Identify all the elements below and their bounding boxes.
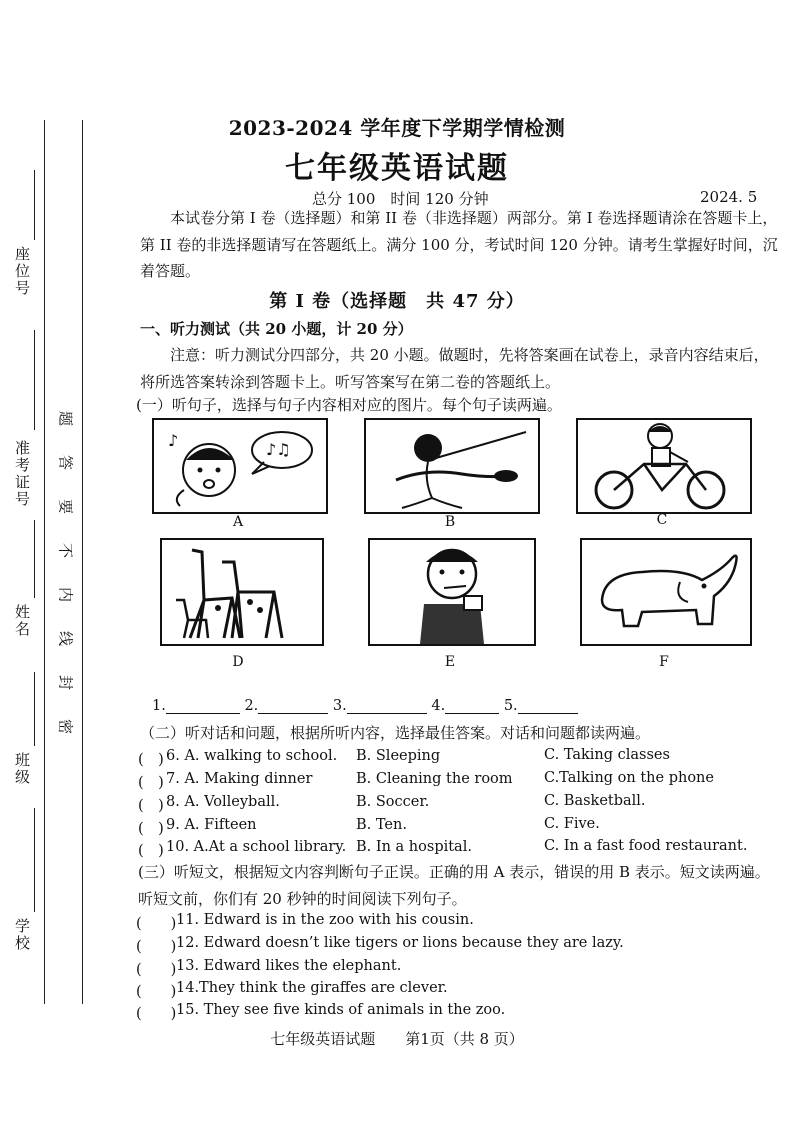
name-blank[interactable] bbox=[34, 520, 35, 598]
margin-line-inner bbox=[82, 120, 83, 1004]
school-blank[interactable] bbox=[34, 808, 35, 912]
seal-char-8: 密 bbox=[56, 718, 75, 734]
exam-date: 2024. 5 bbox=[700, 188, 758, 206]
q8-option-b: B. Soccer. bbox=[356, 794, 430, 810]
girl-singing-icon bbox=[154, 420, 326, 512]
q9-option-a: 9. A. Fifteen bbox=[166, 817, 257, 833]
seal-char-6: 线 bbox=[56, 630, 75, 646]
seal-char-7: 封 bbox=[56, 674, 75, 690]
page-footer: 七年级英语试题 第1页（共 8 页） bbox=[270, 1030, 524, 1048]
q10-option-c: C. In a fast food restaurant. bbox=[544, 838, 748, 854]
q14-answer-paren[interactable]: ( ) bbox=[136, 984, 177, 1000]
picture-f bbox=[580, 538, 752, 646]
picture-b-label: B bbox=[444, 514, 456, 530]
q9-option-c: C. Five. bbox=[544, 816, 600, 832]
q7-answer-paren[interactable]: ( ) bbox=[138, 775, 164, 791]
seal-char-4: 不 bbox=[56, 542, 75, 558]
margin-line-outer bbox=[44, 120, 45, 1004]
answer-blank-3[interactable] bbox=[347, 699, 427, 714]
svg-text:♪: ♪ bbox=[168, 431, 179, 450]
q6-answer-paren[interactable]: ( ) bbox=[138, 752, 164, 768]
q6-option-a: 6. A. walking to school. bbox=[166, 748, 338, 764]
exam-title-line2: 七年级英语试题 bbox=[285, 151, 509, 186]
q12-answer-paren[interactable]: ( ) bbox=[136, 939, 177, 955]
q11-statement: 11. Edward is in the zoo with his cousin. bbox=[176, 912, 474, 928]
q7-option-b: B. Cleaning the room bbox=[356, 771, 513, 787]
class-blank[interactable] bbox=[34, 672, 35, 746]
answer-num-5: 5. bbox=[503, 698, 518, 714]
picture-c-label: C bbox=[656, 512, 668, 528]
picture-b bbox=[364, 418, 540, 514]
giraffes-icon bbox=[162, 540, 322, 644]
q8-answer-paren[interactable]: ( ) bbox=[138, 798, 164, 814]
q10-answer-paren[interactable]: ( ) bbox=[138, 843, 164, 859]
elephant-icon bbox=[582, 540, 750, 644]
q15-statement: 15. They see five kinds of animals in the zoo. bbox=[176, 1002, 506, 1018]
q9-option-b: B. Ten. bbox=[356, 817, 407, 833]
section1-note: 注意：听力测试分四部分，共 20 小题。做题时，先将答案画在试卷上，录音内容结束后，将所选答案转涂到答题卡上。听写答案写在第二卷的答题纸上。 bbox=[140, 346, 769, 391]
answer-blanks-row bbox=[152, 698, 578, 714]
answer-num-4: 4. bbox=[431, 698, 446, 714]
q8-option-a: 8. A. Volleyball. bbox=[166, 794, 280, 810]
seal-char-2: 答 bbox=[56, 454, 75, 470]
picture-f-label: F bbox=[659, 654, 669, 670]
svg-text:♪♫: ♪♫ bbox=[266, 440, 291, 459]
q13-answer-paren[interactable]: ( ) bbox=[136, 962, 177, 978]
part-b-heading: （二）听对话和问题，根据所听内容，选择最佳答案。对话和问题都读两遍。 bbox=[140, 724, 651, 742]
exam-id-blank[interactable] bbox=[34, 330, 35, 430]
seal-char-1: 题 bbox=[56, 410, 75, 426]
answer-num-2: 2. bbox=[244, 698, 259, 714]
seal-char-3: 要 bbox=[56, 498, 75, 514]
q14-statement: 14.They think the giraffes are clever. bbox=[176, 980, 448, 996]
picture-d-label: D bbox=[232, 654, 244, 670]
seal-char-5: 内 bbox=[56, 586, 75, 602]
q10-option-b: B. In a hospital. bbox=[356, 839, 472, 855]
part-a-heading: (一）听句子，选择与句子内容相对应的图片。每个句子读两遍。 bbox=[136, 396, 562, 414]
section1-heading: 一、听力测试（共 20 小题，计 20 分） bbox=[140, 320, 413, 338]
q7-option-a: 7. A. Making dinner bbox=[166, 771, 313, 787]
name-label: 姓名 bbox=[13, 604, 31, 638]
part-c-heading: (三）听短文，根据短文内容判断句子正误。正确的用 A 表示，错误的用 B 表示。短文读两遍。听短文前，你们有 20 秒钟的时间阅读下列句子。 bbox=[138, 863, 770, 908]
q15-answer-paren[interactable]: ( ) bbox=[136, 1006, 177, 1022]
picture-a bbox=[152, 418, 328, 514]
q12-statement: 12. Edward doesn’t like tigers or lions because they are lazy. bbox=[176, 935, 624, 951]
part1-title: 第 I 卷（选择题 共 47 分） bbox=[269, 291, 525, 312]
answer-num-1: 1. bbox=[152, 698, 166, 714]
q10-option-a: 10. A.At a school library. bbox=[166, 839, 347, 855]
q13-statement: 13. Edward likes the elephant. bbox=[176, 958, 402, 974]
answer-num-3: 3. bbox=[332, 698, 347, 714]
answer-blank-4[interactable] bbox=[445, 699, 499, 714]
girl-violin-icon bbox=[366, 420, 538, 512]
picture-d bbox=[160, 538, 324, 646]
picture-a-label: A bbox=[232, 514, 244, 530]
picture-e-label: E bbox=[444, 654, 456, 670]
answer-blank-5[interactable] bbox=[518, 699, 578, 714]
q11-answer-paren[interactable]: ( ) bbox=[136, 916, 177, 932]
answer-blank-2[interactable] bbox=[258, 699, 328, 714]
q7-option-c: C.Talking on the phone bbox=[544, 770, 714, 786]
intro-paragraph: 本试卷分第 I 卷（选择题）和第 II 卷（非选择题）两部分。第 I 卷选择题请涂在答题卡上，第 II 卷的非选择题请写在答题纸上。满分 100 分，考试时间 120 分钟。请考生掌握好时间，沉着答题。 bbox=[140, 209, 778, 280]
q6-option-b: B. Sleeping bbox=[356, 748, 441, 764]
q9-answer-paren[interactable]: ( ) bbox=[138, 821, 164, 837]
q6-option-c: C. Taking classes bbox=[544, 747, 670, 763]
picture-c bbox=[576, 418, 752, 514]
answer-blank-1[interactable] bbox=[166, 699, 240, 714]
class-label: 班级 bbox=[13, 752, 31, 786]
boy-bicycle-icon bbox=[578, 420, 750, 512]
picture-e bbox=[368, 538, 536, 646]
seat-label: 座位号 bbox=[13, 246, 31, 297]
exam-id-label: 准考证号 bbox=[13, 440, 31, 508]
school-label: 学校 bbox=[13, 918, 31, 952]
exam-title-line1: 2023-2024 学年度下学期学情检测 bbox=[228, 116, 566, 140]
score-time: 总分 100 时间 120 分钟 bbox=[312, 190, 489, 208]
q8-option-c: C. Basketball. bbox=[544, 793, 646, 809]
boy-brushing-teeth-icon bbox=[370, 540, 534, 644]
